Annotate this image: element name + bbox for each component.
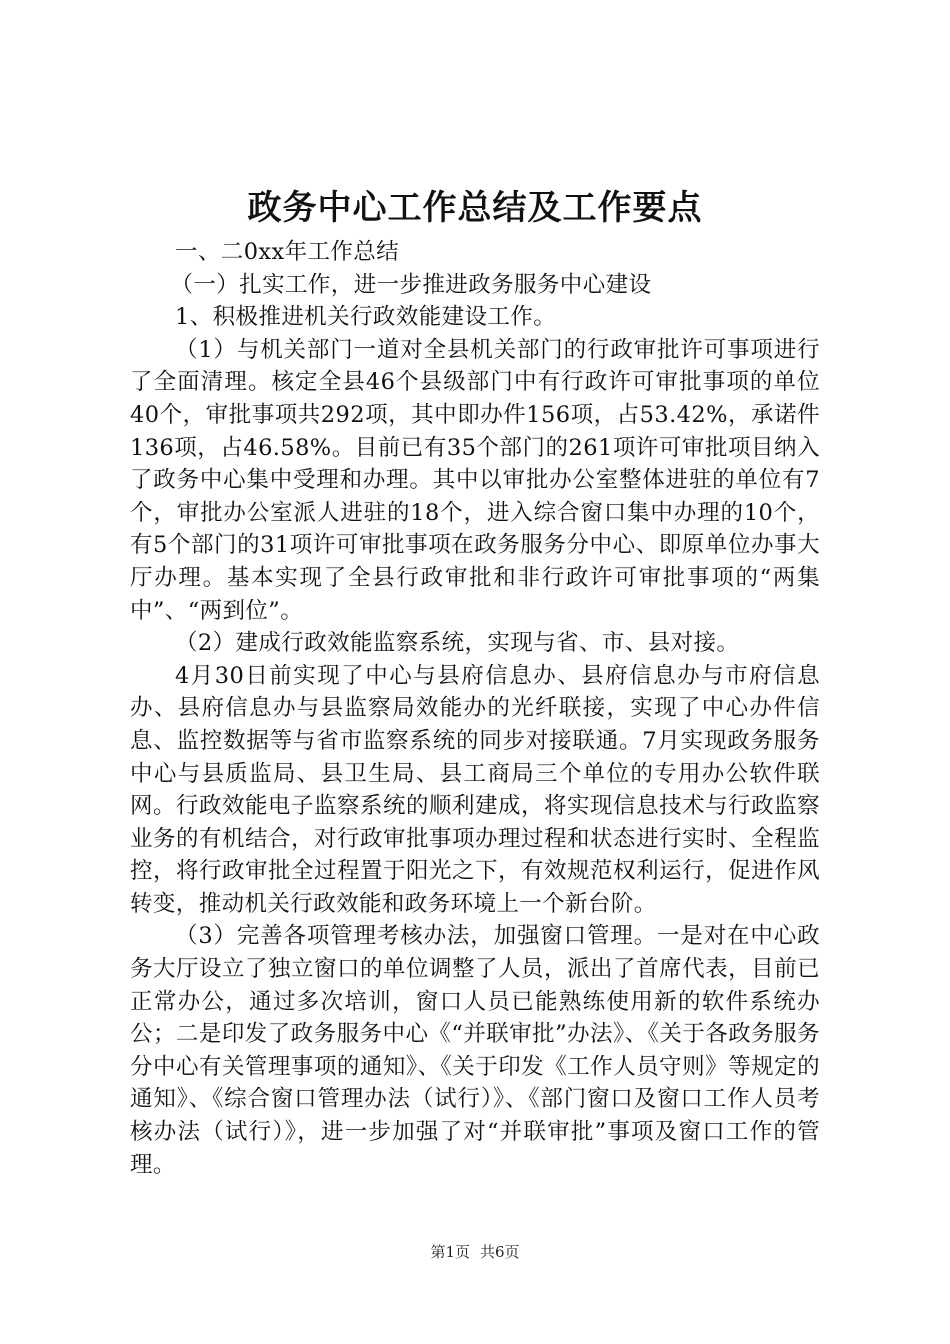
page-number: 第1页 xyxy=(430,1243,470,1261)
section-heading: 一、二0xx年工作总结 xyxy=(175,239,400,265)
paragraph: （1）与机关部门一道对全县机关部门的行政审批许可事项进行了全面清理。核定全县46个县级部门中有行政许可审批事项的单位40个，审批事项共292项，其中即办件156项，占53.42%，承诺件136项，占46.58%。目前已有35个部门的261项许可审批项目纳入了政务中心集中受理和办理。其中以审批办公室整体进驻的单位有7个，审批办公室派人进驻的18个，进入综合窗口集中办理的10个，有5个部门的31项许可审批事项在政务服务分中心、即原单位办事大厅办理。基本实现了全县行政审批和非行政许可审批事项的“两集中”、“两到位”。 xyxy=(130,336,820,624)
paragraph: （3）完善各项管理考核办法，加强窗口管理。一是对在中心政务大厅设立了独立窗口的单位调整了人员，派出了首席代表，目前已正常办公，通过多次培训，窗口人员已能熟练使用新的软件系统办公；二是印发了政务服务中心《“并联审批”办法》、《关于各政务服务分中心有关管理事项的通知》、《关于印发《工作人员守则》等规定的通知》、《综合窗口管理办法（试行）》、《部门窗口及窗口工作人员考核办法（试行）》，进一步加强了对“并联审批”事项及窗口工作的管理。 xyxy=(130,923,820,1178)
paragraph: 4月30日前实现了中心与县府信息办、县府信息办与市府信息办、县府信息办与县监察局效能办的光纤联接，实现了中心办件信息、监控数据等与省市监察系统的同步对接联通。7月实现政务服务中心与县质监局、县卫生局、县工商局三个单位的专用办公软件联网。行政效能电子监察系统的顺利建成，将实现信息技术与行政监察业务的有机结合，对行政审批事项办理过程和状态进行实时、全程监控，将行政审批全过程置于阳光之下，有效规范权利运行，促进作风转变，推动机关行政效能和政务环境上一个新台阶。 xyxy=(130,662,820,917)
item-heading: 1、积极推进机关行政效能建设工作。 xyxy=(175,304,557,331)
page-footer xyxy=(0,1242,950,1262)
document-title: 政务中心工作总结及工作要点 xyxy=(247,188,703,228)
subsection-heading: （一）扎实工作，进一步推进政务服务中心建设 xyxy=(170,271,652,298)
page-total: 共6页 xyxy=(480,1243,520,1261)
document-body xyxy=(130,236,820,1181)
paragraph-heading: （2）建成行政效能监察系统，实现与省、市、县对接。 xyxy=(175,630,740,657)
